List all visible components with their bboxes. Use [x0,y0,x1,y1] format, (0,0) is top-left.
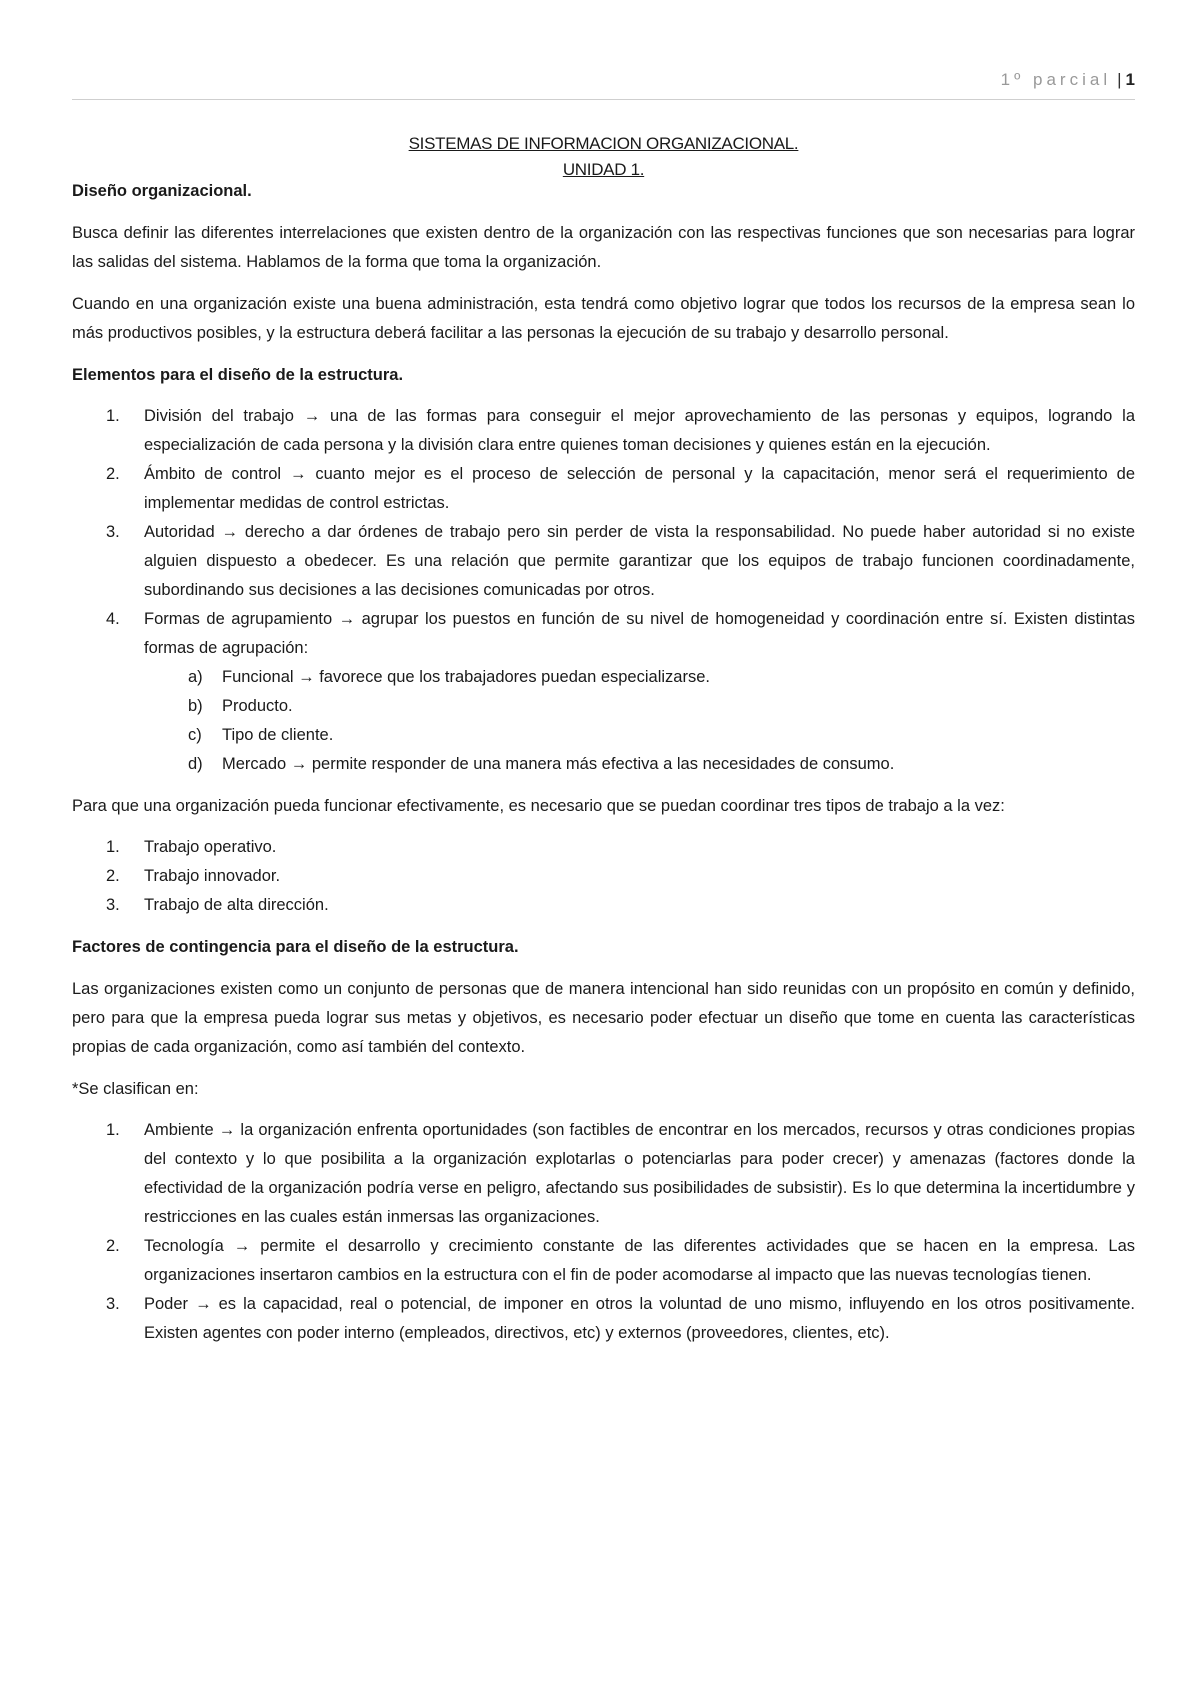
list-marker: 2. [106,465,120,483]
list-item-text: Ámbito de control → cuanto mejor es el proceso de selección de personal y la capacitación, menor será el requerimiento de implementar medidas de control estrictas. [144,465,1135,512]
sublist-item [72,750,1135,779]
work-types-list [72,833,1135,920]
document-title [72,131,1135,183]
paragraph: Cuando en una organización existe una buena administración, esta tendrá como objetivo lograr que todos los recursos de la empresa sean lo más productivos posibles, y la estructura deberá facilitar a las personas la ejecución de su trabajo y desarrollo personal. [72,295,1135,342]
title-line-1: SISTEMAS DE INFORMACION ORGANIZACIONAL. [408,134,799,153]
list-item-text: Tecnología → permite el desarrollo y crecimiento constante de las diferentes actividades que se hacen en la empresa. Las organizaciones insertaron cambios en la estructura con el fin de poder acomodarse al impacto que las nuevas tecnologías tienen. [144,1237,1135,1284]
factors-list [72,1116,1135,1348]
list-item-text: Poder → es la capacidad, real o potencial, de imponer en otros la voluntad de uno mismo, influyendo en los otros positivamente. Existen agentes con poder interno (empleados, directivos, etc) y externos (proveedores, clientes, etc). [144,1295,1135,1342]
list-item [72,605,1135,779]
list-item-text: Trabajo innovador. [144,867,281,885]
list-item [72,460,1135,518]
page-header [72,70,1135,100]
header-separator: | [1117,70,1122,89]
header-label: 1º parcial [1000,70,1112,89]
list-item-text: Ambiente → la organización enfrenta oportunidades (son factibles de encontrar en los mercados, recursos y otras condiciones propias del contexto y lo que posibilita a la organización explotarlas o potenciarlas para poder crecer) y amenazas (factores donde la efectividad de la organización podría verse en peligro, afectando sus posibilidades de subsistir). Es lo que determina la incertidumbre y restricciones en las cuales están inmersas las organizaciones. [144,1121,1135,1226]
list-item [72,402,1135,460]
document-page [72,70,1135,1348]
sublist-item-text: Funcional → favorece que los trabajadores puedan especializarse. [222,668,710,686]
list-item [72,518,1135,605]
list-marker: 1. [106,838,120,856]
list-marker: 1. [106,1121,120,1139]
sublist-item-text: Tipo de cliente. [222,726,334,744]
title-line-2: UNIDAD 1. [562,160,645,179]
sublist-marker: a) [188,668,203,686]
sublist-marker: d) [188,755,203,773]
list-marker: 4. [106,610,120,628]
sublist-marker: b) [188,697,203,715]
sublist-item [72,663,1135,692]
list-item-text: Autoridad → derecho a dar órdenes de trabajo pero sin perder de vista la responsabilidad. No puede haber autoridad si no existe alguien dispuesto a obedecer. Es una relación que permite garantizar que los equipos de trabajo funcionen coordinadamente, subordinando sus decisiones a las decisiones comunicadas por otros. [144,523,1135,599]
elements-list [72,402,1135,779]
grouping-sublist [144,663,1135,779]
list-marker: 2. [106,1237,120,1255]
paragraph: Busca definir las diferentes interrelaciones que existen dentro de la organización con las respectivas funciones que son necesarias para lograr las salidas del sistema. Hablamos de la forma que toma la organización. [72,224,1135,271]
sublist-marker: c) [188,726,202,744]
sublist-item-text: Mercado → permite responder de una manera más efectiva a las necesidades de consumo. [222,755,895,773]
list-marker: 3. [106,896,120,914]
list-item [72,1290,1135,1348]
page-number: 1 [1125,70,1135,89]
list-marker: 3. [106,523,120,541]
sublist-item-text: Producto. [222,697,293,715]
list-marker: 3. [106,1295,120,1313]
list-item [72,833,1135,862]
list-item [72,1116,1135,1232]
paragraph: Para que una organización pueda funcionar efectivamente, es necesario que se puedan coordinar tres tipos de trabajo a la vez: [72,797,1005,815]
section-heading-diseno: Diseño organizacional. [72,182,252,200]
list-item-text: Formas de agrupamiento → agrupar los puestos en función de su nivel de homogeneidad y coordinación entre sí. Existen distintas formas de agrupación: [144,610,1135,657]
list-item [72,891,1135,920]
list-item [72,1232,1135,1290]
section-heading-elementos: Elementos para el diseño de la estructura. [72,366,404,384]
section-heading-factores: Factores de contingencia para el diseño de la estructura. [72,938,519,956]
sublist-item [72,692,1135,721]
sublist-item [72,721,1135,750]
list-item-text: División del trabajo → una de las formas para conseguir el mejor aprovechamiento de las personas y equipos, logrando la especialización de cada persona y la división clara entre quienes toman decisiones y quienes están en la ejecución. [144,407,1135,454]
paragraph: *Se clasifican en: [72,1080,199,1098]
paragraph: Las organizaciones existen como un conjunto de personas que de manera intencional han sido reunidas con un propósito en común y definido, pero para que la empresa pueda lograr sus metas y objetivos, es necesario poder efectuar un diseño que tome en cuenta las características propias de cada organización, como así también del contexto. [72,980,1135,1056]
list-item-text: Trabajo de alta dirección. [144,896,329,914]
list-marker: 1. [106,407,120,425]
list-item-text: Trabajo operativo. [144,838,277,856]
list-marker: 2. [106,867,120,885]
list-item [72,862,1135,891]
